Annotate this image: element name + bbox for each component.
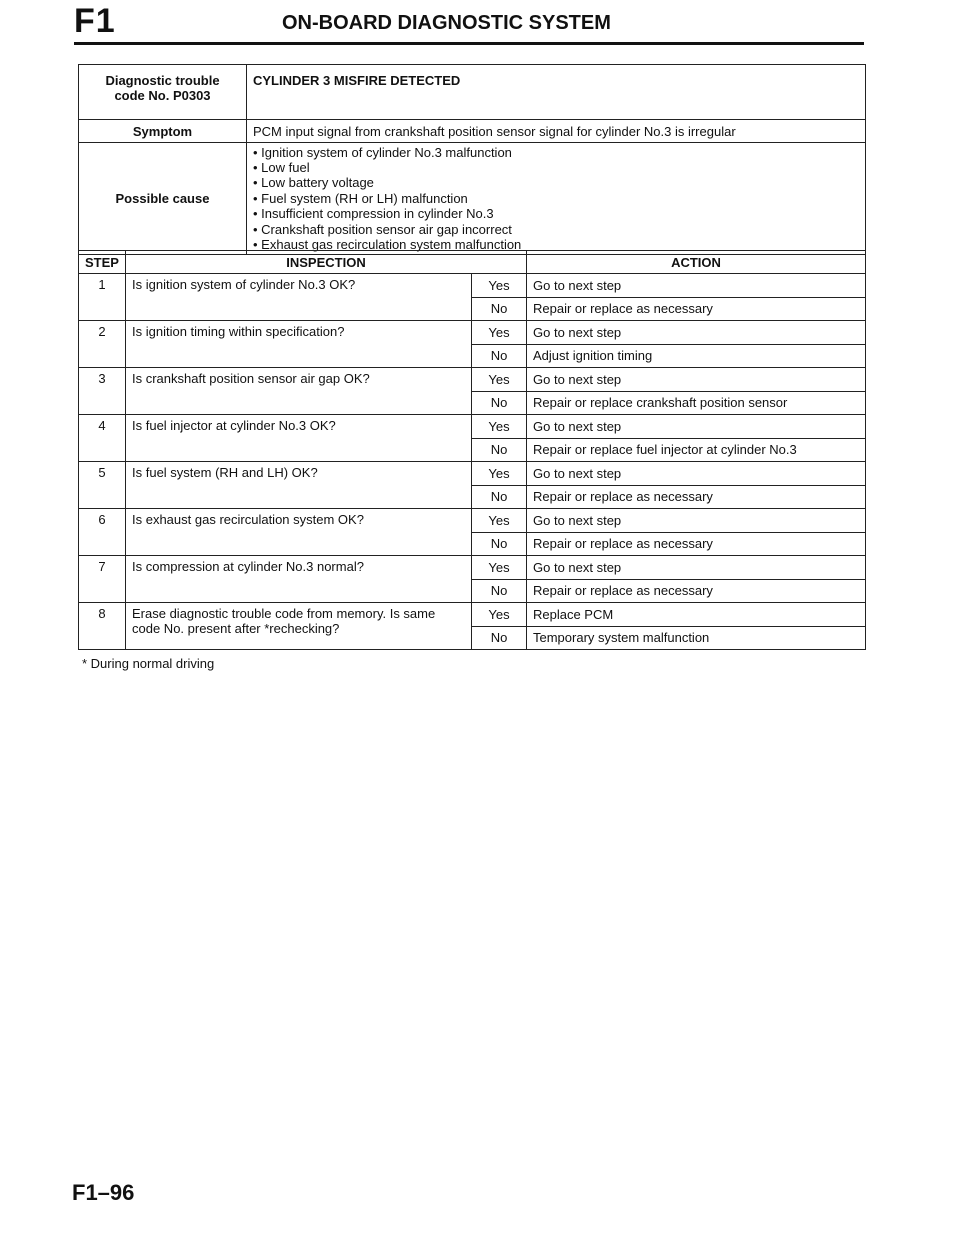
inspection-text: Is crankshaft position sensor air gap OK? xyxy=(126,368,472,415)
inspection-text: Is compression at cylinder No.3 normal? xyxy=(126,556,472,603)
cause-item: • Low fuel xyxy=(253,160,859,175)
dtc-title: CYLINDER 3 MISFIRE DETECTED xyxy=(253,73,461,88)
cause-row xyxy=(79,143,866,255)
inspection-text: Erase diagnostic trouble code from memory. Is same code No. present after *rechecking? xyxy=(126,603,472,650)
yes-action: Go to next step xyxy=(527,368,866,392)
yes-label: Yes xyxy=(472,509,527,533)
table-row xyxy=(79,509,866,533)
step-number: 3 xyxy=(79,368,126,415)
no-action: Adjust ignition timing xyxy=(527,344,866,368)
cause-item: • Crankshaft position sensor air gap incorrect xyxy=(253,222,859,237)
step-number: 2 xyxy=(79,321,126,368)
cause-item: • Ignition system of cylinder No.3 malfunction xyxy=(253,145,859,160)
inspection-text: Is fuel system (RH and LH) OK? xyxy=(126,462,472,509)
dtc-row xyxy=(79,65,866,120)
action-header: ACTION xyxy=(527,251,866,274)
table-row xyxy=(79,368,866,392)
no-label: No xyxy=(472,297,527,321)
dtc-label-line2: code No. P0303 xyxy=(114,88,211,103)
inspection-text: Is ignition timing within specification? xyxy=(126,321,472,368)
no-label: No xyxy=(472,344,527,368)
yes-label: Yes xyxy=(472,368,527,392)
cause-list xyxy=(253,145,859,253)
footnote: * During normal driving xyxy=(82,656,215,671)
dtc-summary-table xyxy=(78,64,866,255)
symptom-text: PCM input signal from crankshaft position sensor signal for cylinder No.3 is irregular xyxy=(247,120,866,143)
inspection-text: Is exhaust gas recirculation system OK? xyxy=(126,509,472,556)
table-row xyxy=(79,274,866,298)
yes-label: Yes xyxy=(472,415,527,439)
step-number: 5 xyxy=(79,462,126,509)
yes-action: Go to next step xyxy=(527,274,866,298)
section-code: F1 xyxy=(74,2,116,40)
step-rows xyxy=(79,274,866,650)
yes-action: Replace PCM xyxy=(527,603,866,627)
no-action: Repair or replace fuel injector at cylinder No.3 xyxy=(527,438,866,462)
dtc-title-cell xyxy=(247,65,866,120)
symptom-row xyxy=(79,120,866,143)
cause-item: • Insufficient compression in cylinder No.3 xyxy=(253,206,859,221)
yes-action: Go to next step xyxy=(527,321,866,345)
no-action: Repair or replace as necessary xyxy=(527,532,866,556)
table-row xyxy=(79,462,866,486)
step-number: 1 xyxy=(79,274,126,321)
no-label: No xyxy=(472,438,527,462)
table-header-row xyxy=(79,251,866,274)
cause-item: • Fuel system (RH or LH) malfunction xyxy=(253,191,859,206)
table-row xyxy=(79,321,866,345)
table-row xyxy=(79,603,866,627)
table-row xyxy=(79,415,866,439)
no-action: Temporary system malfunction xyxy=(527,626,866,650)
no-label: No xyxy=(472,485,527,509)
yes-label: Yes xyxy=(472,462,527,486)
no-action: Repair or replace as necessary xyxy=(527,485,866,509)
yes-label: Yes xyxy=(472,556,527,580)
page-number: F1–96 xyxy=(72,1180,135,1205)
yes-action: Go to next step xyxy=(527,556,866,580)
inspection-text: Is fuel injector at cylinder No.3 OK? xyxy=(126,415,472,462)
no-action: Repair or replace as necessary xyxy=(527,297,866,321)
no-action: Repair or replace crankshaft position sensor xyxy=(527,391,866,415)
yes-label: Yes xyxy=(472,321,527,345)
header-rule xyxy=(74,42,864,45)
step-header: STEP xyxy=(79,251,126,274)
no-label: No xyxy=(472,626,527,650)
yes-label: Yes xyxy=(472,603,527,627)
step-number: 4 xyxy=(79,415,126,462)
dtc-label xyxy=(79,65,247,120)
cause-item: • Low battery voltage xyxy=(253,175,859,190)
symptom-label: Symptom xyxy=(79,120,247,143)
inspection-text: Is ignition system of cylinder No.3 OK? xyxy=(126,274,472,321)
step-number: 7 xyxy=(79,556,126,603)
no-action: Repair or replace as necessary xyxy=(527,579,866,603)
step-number: 6 xyxy=(79,509,126,556)
dtc-label-line1: Diagnostic trouble xyxy=(105,73,220,88)
cause-label: Possible cause xyxy=(79,143,247,255)
table-row xyxy=(79,556,866,580)
cause-cell xyxy=(247,143,866,255)
step-number: 8 xyxy=(79,603,126,650)
inspection-table xyxy=(78,250,866,650)
yes-action: Go to next step xyxy=(527,462,866,486)
yes-label: Yes xyxy=(472,274,527,298)
cause-item: • Exhaust gas recirculation system malfunction xyxy=(253,237,859,252)
no-label: No xyxy=(472,391,527,415)
no-label: No xyxy=(472,579,527,603)
page-title: ON-BOARD DIAGNOSTIC SYSTEM xyxy=(282,12,611,34)
inspection-header: INSPECTION xyxy=(126,251,527,274)
yes-action: Go to next step xyxy=(527,415,866,439)
no-label: No xyxy=(472,532,527,556)
yes-action: Go to next step xyxy=(527,509,866,533)
